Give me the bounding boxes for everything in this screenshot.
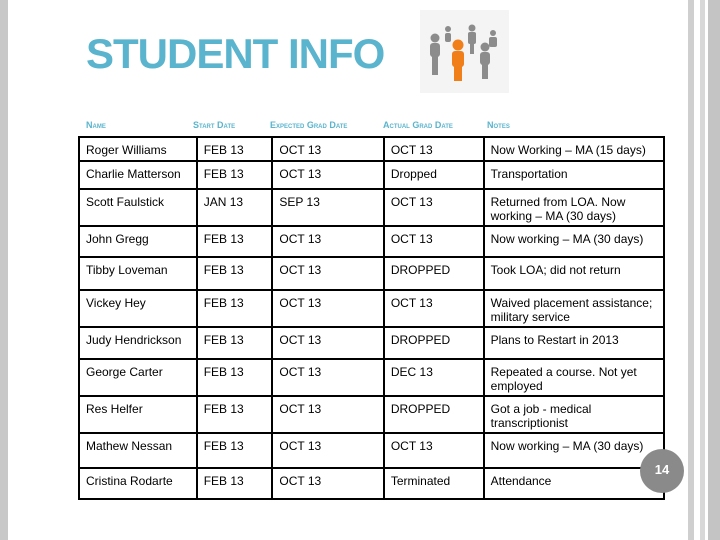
cell-actual-grad-date: OCT 13	[384, 433, 484, 468]
cell-expected-grad-date: OCT 13	[272, 359, 383, 396]
cell-actual-grad-date: Terminated	[384, 468, 484, 499]
cell-notes: Now Working – MA (15 days)	[484, 137, 664, 161]
cell-expected-grad-date: OCT 13	[272, 433, 383, 468]
cell-name: George Carter	[79, 359, 197, 396]
cell-expected-grad-date: SEP 13	[272, 189, 383, 226]
table-row	[79, 257, 664, 290]
cell-name: Tibby Loveman	[79, 257, 197, 290]
right-frame-bar	[700, 0, 705, 540]
right-frame-bar	[688, 0, 694, 540]
cell-notes: Got a job - medical transcriptionist	[484, 396, 664, 433]
cell-name: Charlie Matterson	[79, 161, 197, 189]
cell-expected-grad-date: OCT 13	[272, 161, 383, 189]
table-row	[79, 433, 664, 468]
cell-start-date: FEB 13	[197, 468, 273, 499]
cell-notes: Returned from LOA. Now working – MA (30 days)	[484, 189, 664, 226]
cell-expected-grad-date: OCT 13	[272, 257, 383, 290]
header-start-date: Start Date	[193, 120, 236, 130]
cell-expected-grad-date: OCT 13	[272, 468, 383, 499]
cell-expected-grad-date: OCT 13	[272, 396, 383, 433]
cell-start-date: FEB 13	[197, 161, 273, 189]
header-actual-grad-date: Actual Grad Date	[383, 120, 453, 130]
header-name: Name	[86, 120, 106, 130]
cell-expected-grad-date: OCT 13	[272, 290, 383, 327]
cell-notes: Now working – MA (30 days)	[484, 433, 664, 468]
table-row	[79, 137, 664, 161]
table-row	[79, 226, 664, 257]
cell-name: Res Helfer	[79, 396, 197, 433]
cell-start-date: JAN 13	[197, 189, 273, 226]
student-table	[78, 136, 665, 500]
cell-expected-grad-date: OCT 13	[272, 137, 383, 161]
cell-start-date: FEB 13	[197, 290, 273, 327]
table-row	[79, 468, 664, 499]
cell-actual-grad-date: DROPPED	[384, 327, 484, 359]
cell-name: Cristina Rodarte	[79, 468, 197, 499]
left-frame-bar	[0, 0, 8, 540]
cell-notes: Waived placement assistance; military service	[484, 290, 664, 327]
table-row	[79, 290, 664, 327]
right-frame-bar	[708, 0, 720, 540]
cell-actual-grad-date: OCT 13	[384, 189, 484, 226]
cell-actual-grad-date: OCT 13	[384, 137, 484, 161]
cell-notes: Now working – MA (30 days)	[484, 226, 664, 257]
cell-actual-grad-date: OCT 13	[384, 226, 484, 257]
cell-name: Roger Williams	[79, 137, 197, 161]
cell-expected-grad-date: OCT 13	[272, 226, 383, 257]
cell-name: Vickey Hey	[79, 290, 197, 327]
cell-name: Judy Hendrickson	[79, 327, 197, 359]
cell-start-date: FEB 13	[197, 137, 273, 161]
cell-notes: Plans to Restart in 2013	[484, 327, 664, 359]
header-notes: Notes	[487, 120, 510, 130]
cell-expected-grad-date: OCT 13	[272, 327, 383, 359]
table-row	[79, 396, 664, 433]
cell-start-date: FEB 13	[197, 359, 273, 396]
table-row	[79, 161, 664, 189]
cell-notes: Took LOA; did not return	[484, 257, 664, 290]
cell-name: John Gregg	[79, 226, 197, 257]
header-expected-grad-date: Expected Grad Date	[270, 120, 348, 130]
cell-actual-grad-date: DROPPED	[384, 396, 484, 433]
page-title: STUDENT INFO	[86, 30, 385, 77]
cell-start-date: FEB 13	[197, 396, 273, 433]
cell-actual-grad-date: Dropped	[384, 161, 484, 189]
cell-notes: Transportation	[484, 161, 664, 189]
page-number-badge: 14	[640, 449, 684, 493]
people-group-icon	[420, 10, 509, 93]
table-row	[79, 327, 664, 359]
cell-name: Scott Faulstick	[79, 189, 197, 226]
cell-start-date: FEB 13	[197, 433, 273, 468]
table-row	[79, 359, 664, 396]
cell-actual-grad-date: DEC 13	[384, 359, 484, 396]
cell-actual-grad-date: DROPPED	[384, 257, 484, 290]
table-row	[79, 189, 664, 226]
cell-name: Mathew Nessan	[79, 433, 197, 468]
cell-notes: Attendance	[484, 468, 664, 499]
cell-start-date: FEB 13	[197, 327, 273, 359]
cell-start-date: FEB 13	[197, 257, 273, 290]
cell-actual-grad-date: OCT 13	[384, 290, 484, 327]
cell-start-date: FEB 13	[197, 226, 273, 257]
cell-notes: Repeated a course. Not yet employed	[484, 359, 664, 396]
